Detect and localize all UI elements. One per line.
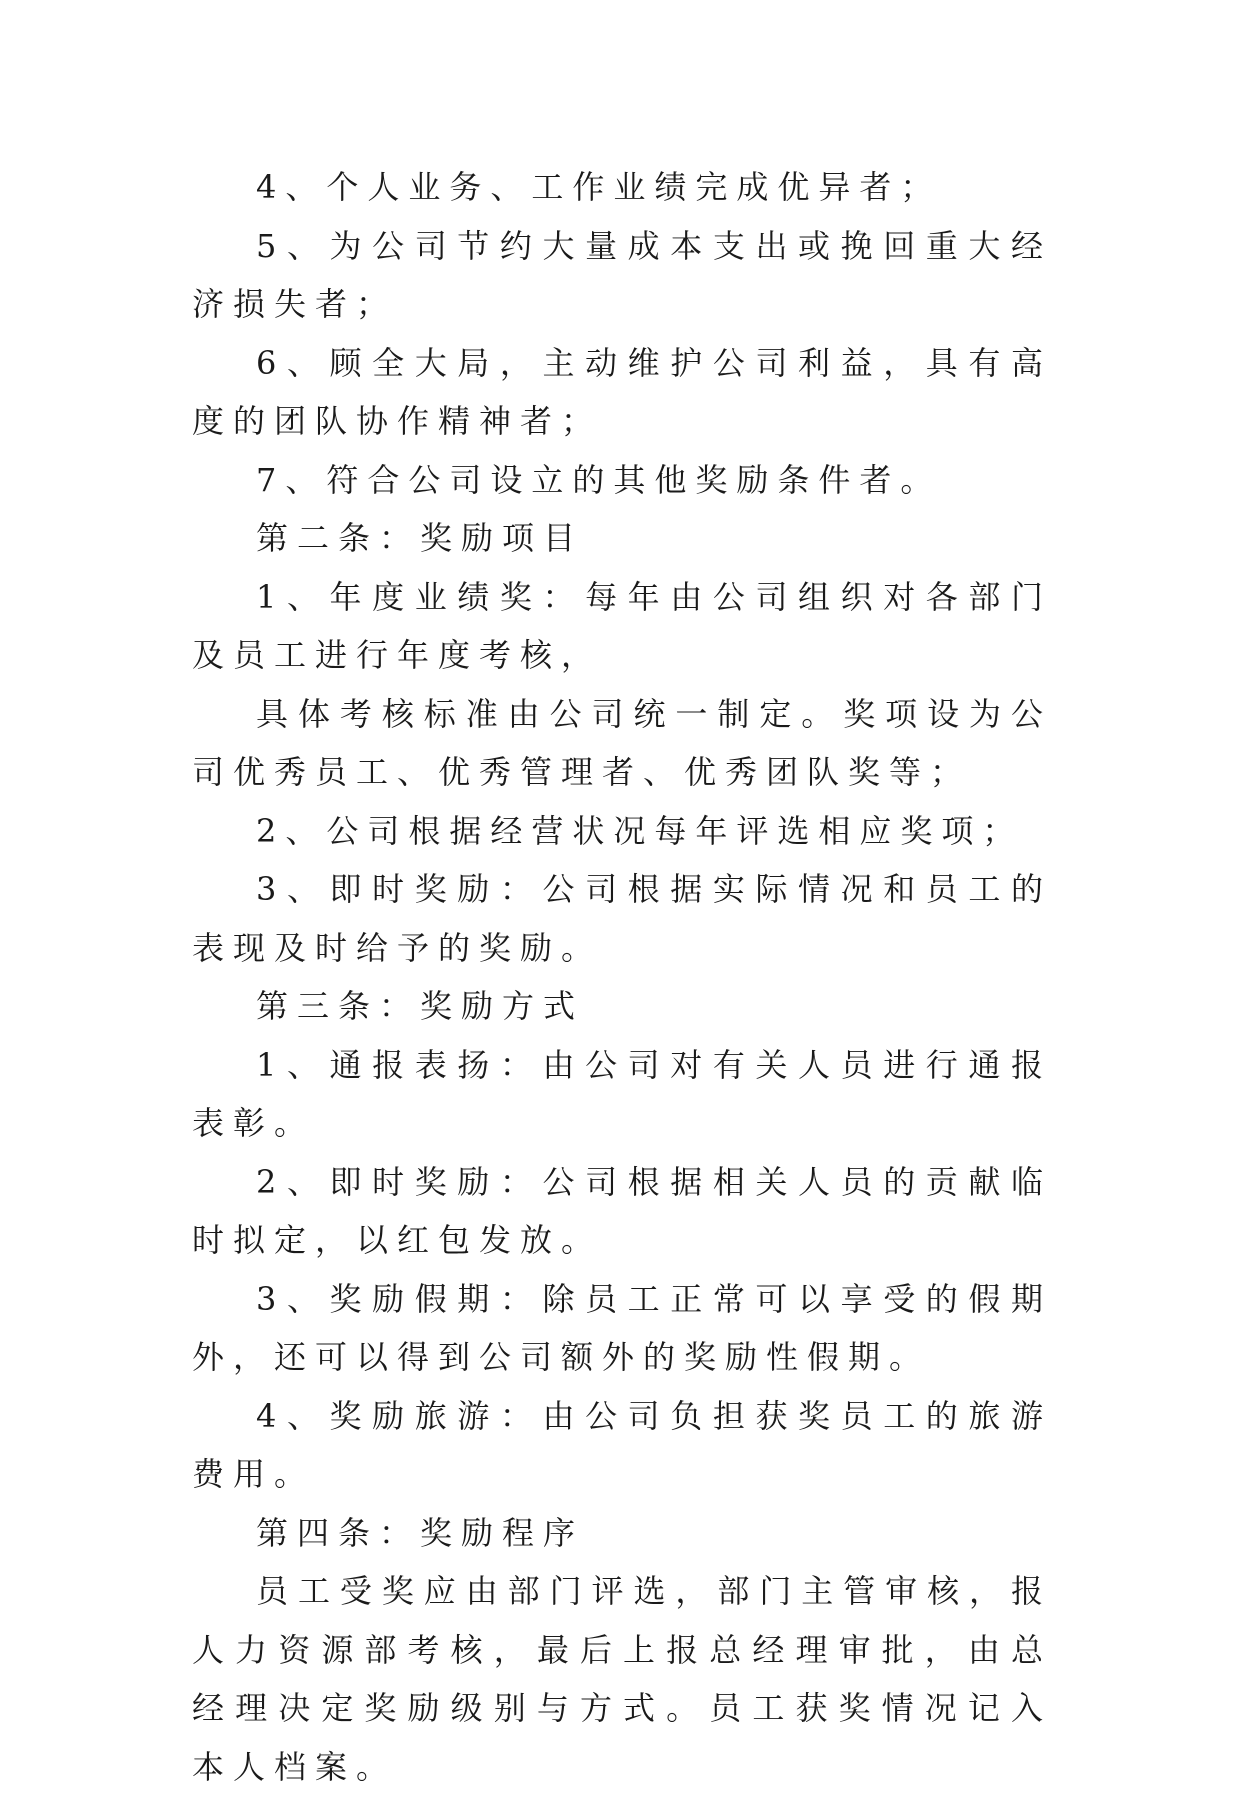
paragraph-award-item-1: 1、年度业绩奖：每年由公司组织对各部门及员工进行年度考核， (192, 577, 1052, 674)
paragraph-criterion-5: 5、为公司节约大量成本支出或挽回重大经济损失者； (192, 226, 1052, 323)
paragraph-criterion-6: 6、顾全大局，主动维护公司利益，具有高度的团队协作精神者； (192, 343, 1052, 440)
paragraph-award-item-2: 2、公司根据经营状况每年评选相应奖项； (256, 811, 1024, 850)
article-4-heading: 第四条：奖励程序 (256, 1513, 585, 1552)
paragraph-criterion-7: 7、符合公司设立的其他奖励条件者。 (256, 460, 942, 499)
paragraph-award-method-4: 4、奖励旅游：由公司负担获奖员工的旅游费用。 (192, 1396, 1052, 1493)
document-body (192, 158, 1052, 1796)
paragraph-award-procedure: 员工受奖应由部门评选，部门主管审核，报人力资源部考核，最后上报总经理审批，由总经理决定奖励级别与方式。员工获奖情况记入本人档案。 (192, 1572, 1052, 1786)
paragraph-award-method-3: 3、奖励假期：除员工正常可以享受的假期外，还可以得到公司额外的奖励性假期。 (192, 1279, 1052, 1376)
article-2-heading: 第二条：奖励项目 (256, 519, 585, 557)
paragraph-award-method-2: 2、即时奖励：公司根据相关人员的贡献临时拟定，以红包发放。 (192, 1162, 1052, 1259)
paragraph-award-item-1-detail: 具体考核标准由公司统一制定。奖项设为公司优秀员工、优秀管理者、优秀团队奖等； (192, 694, 1052, 791)
paragraph-award-method-1: 1、通报表扬：由公司对有关人员进行通报表彰。 (192, 1045, 1052, 1142)
article-3-heading: 第三条：奖励方式 (256, 987, 585, 1025)
paragraph-criterion-4: 4、个人业务、工作业绩完成优异者； (256, 168, 942, 206)
paragraph-award-item-3: 3、即时奖励：公司根据实际情况和员工的表现及时给予的奖励。 (192, 870, 1052, 967)
